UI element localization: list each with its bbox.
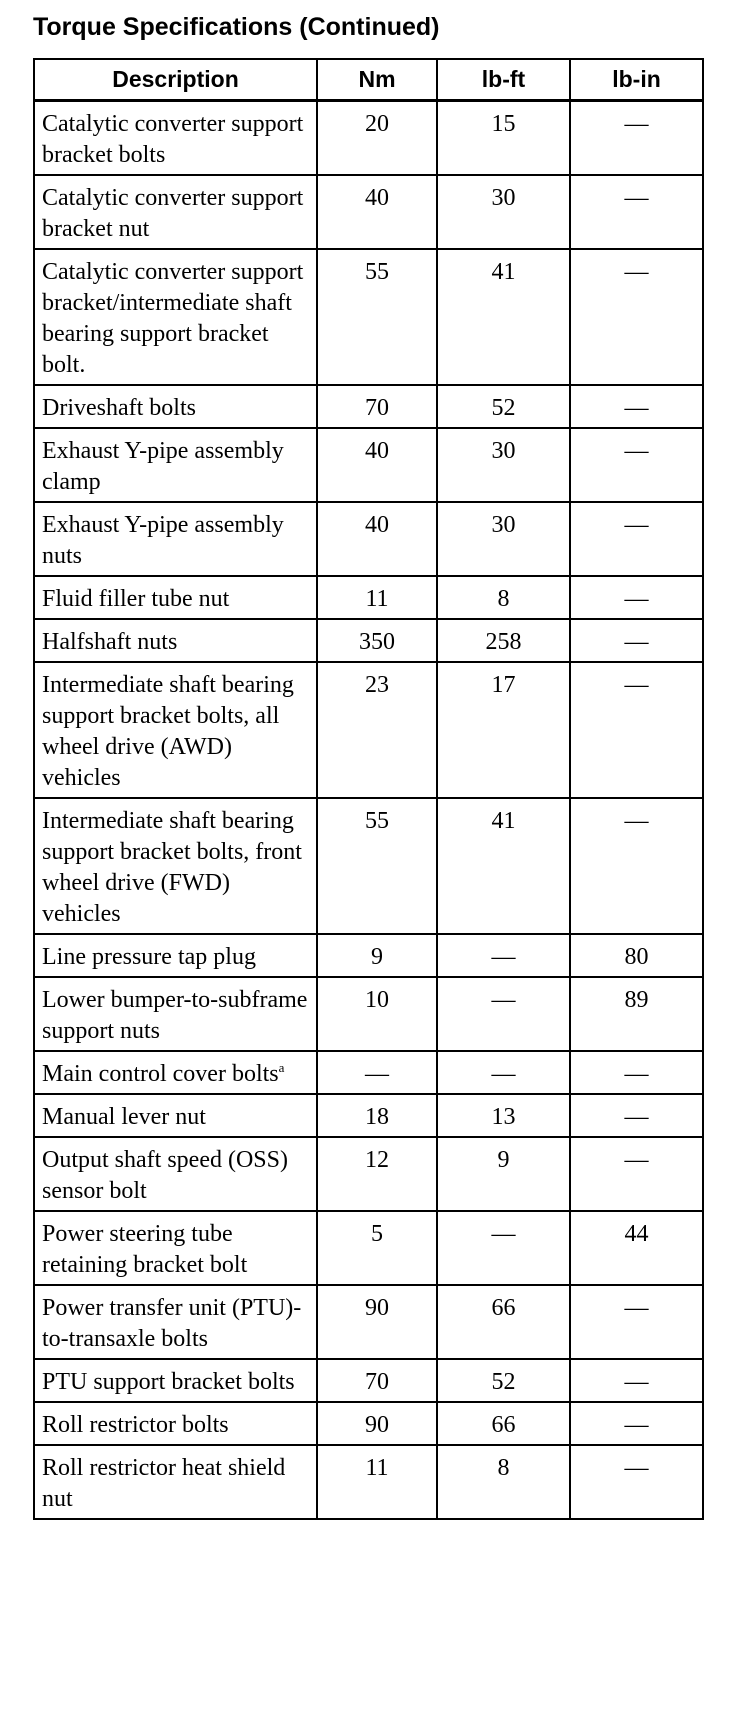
cell-nm: 11 — [317, 576, 437, 619]
cell-nm: 70 — [317, 1359, 437, 1402]
cell-lb-in: — — [570, 798, 703, 934]
cell-lb-in: — — [570, 249, 703, 385]
cell-lb-ft: 30 — [437, 175, 570, 249]
description-text: Intermediate shaft bearing support bracket bolts, front wheel drive (FWD) vehicles — [42, 808, 302, 927]
table-row — [34, 619, 703, 662]
cell-description — [34, 175, 317, 249]
cell-description — [34, 1359, 317, 1402]
cell-lb-in: — — [570, 428, 703, 502]
table-row — [34, 385, 703, 428]
cell-description — [34, 502, 317, 576]
cell-lb-ft: — — [437, 977, 570, 1051]
table-row — [34, 1137, 703, 1211]
cell-lb-ft: 13 — [437, 1094, 570, 1137]
description-text: Output shaft speed (OSS) sensor bolt — [42, 1147, 288, 1204]
cell-lb-ft: 41 — [437, 249, 570, 385]
table-row — [34, 502, 703, 576]
description-text: Catalytic converter support bracket/intermediate shaft bearing support bracket bolt. — [42, 259, 304, 378]
cell-lb-in: — — [570, 1359, 703, 1402]
table-row — [34, 249, 703, 385]
cell-description — [34, 662, 317, 798]
description-text: Driveshaft bolts — [42, 395, 196, 421]
description-text: PTU support bracket bolts — [42, 1369, 295, 1395]
cell-description — [34, 101, 317, 176]
description-text: Lower bumper-to-subframe support nuts — [42, 987, 308, 1044]
cell-lb-in: — — [570, 1051, 703, 1094]
cell-nm: 40 — [317, 175, 437, 249]
description-text: Power transfer unit (PTU)-to-transaxle bolts — [42, 1295, 302, 1352]
description-text: Halfshaft nuts — [42, 629, 178, 655]
cell-description — [34, 576, 317, 619]
table-row — [34, 1285, 703, 1359]
cell-lb-ft: 30 — [437, 428, 570, 502]
cell-nm: 12 — [317, 1137, 437, 1211]
description-text: Intermediate shaft bearing support bracket bolts, all wheel drive (AWD) vehicles — [42, 672, 294, 791]
description-text: Manual lever nut — [42, 1104, 206, 1130]
description-text: Catalytic converter support bracket bolts — [42, 111, 304, 168]
cell-lb-ft: 52 — [437, 385, 570, 428]
cell-nm: 70 — [317, 385, 437, 428]
column-header-lb-in: lb-in — [570, 59, 703, 101]
cell-lb-in: — — [570, 1285, 703, 1359]
cell-lb-ft: 52 — [437, 1359, 570, 1402]
cell-lb-ft: 17 — [437, 662, 570, 798]
column-header-description: Description — [34, 59, 317, 101]
cell-lb-in: — — [570, 619, 703, 662]
cell-lb-in: — — [570, 576, 703, 619]
cell-nm: 350 — [317, 619, 437, 662]
cell-nm: — — [317, 1051, 437, 1094]
cell-lb-ft: 258 — [437, 619, 570, 662]
cell-nm: 11 — [317, 1445, 437, 1519]
table-row — [34, 1051, 703, 1094]
table-row — [34, 1402, 703, 1445]
description-text: Exhaust Y-pipe assembly nuts — [42, 512, 284, 569]
cell-lb-ft: — — [437, 1211, 570, 1285]
table-row — [34, 1445, 703, 1519]
cell-description — [34, 428, 317, 502]
cell-lb-ft: 30 — [437, 502, 570, 576]
cell-description — [34, 1094, 317, 1137]
cell-description — [34, 977, 317, 1051]
description-text: Exhaust Y-pipe assembly clamp — [42, 438, 284, 495]
cell-nm: 40 — [317, 428, 437, 502]
cell-lb-ft: 66 — [437, 1402, 570, 1445]
cell-nm: 55 — [317, 249, 437, 385]
cell-lb-ft: 8 — [437, 576, 570, 619]
table-row — [34, 1211, 703, 1285]
cell-lb-in: — — [570, 385, 703, 428]
description-text: Main control cover bolts — [42, 1061, 279, 1087]
cell-nm: 5 — [317, 1211, 437, 1285]
cell-nm: 20 — [317, 101, 437, 176]
column-header-lb-ft: lb-ft — [437, 59, 570, 101]
torque-spec-table — [33, 58, 704, 1520]
cell-lb-in: 44 — [570, 1211, 703, 1285]
description-text: Roll restrictor heat shield nut — [42, 1455, 286, 1512]
cell-nm: 10 — [317, 977, 437, 1051]
cell-description — [34, 249, 317, 385]
cell-lb-in: 89 — [570, 977, 703, 1051]
cell-nm: 90 — [317, 1402, 437, 1445]
table-row — [34, 101, 703, 176]
table-row — [34, 576, 703, 619]
cell-nm: 9 — [317, 934, 437, 977]
footnote-marker: a — [278, 1060, 285, 1075]
description-text: Roll restrictor bolts — [42, 1412, 229, 1438]
cell-lb-in: — — [570, 1137, 703, 1211]
cell-lb-ft: 9 — [437, 1137, 570, 1211]
column-header-nm: Nm — [317, 59, 437, 101]
table-body — [34, 101, 703, 1520]
table-header-row — [34, 59, 703, 101]
cell-lb-in: — — [570, 1445, 703, 1519]
cell-nm: 23 — [317, 662, 437, 798]
table-row — [34, 175, 703, 249]
cell-description — [34, 1285, 317, 1359]
cell-nm: 18 — [317, 1094, 437, 1137]
cell-lb-in: 80 — [570, 934, 703, 977]
cell-lb-in: — — [570, 1094, 703, 1137]
cell-description — [34, 934, 317, 977]
cell-nm: 55 — [317, 798, 437, 934]
cell-description — [34, 1051, 317, 1094]
cell-lb-in: — — [570, 662, 703, 798]
table-row — [34, 934, 703, 977]
cell-nm: 40 — [317, 502, 437, 576]
cell-description — [34, 1445, 317, 1519]
cell-lb-in: — — [570, 101, 703, 176]
description-text: Power steering tube retaining bracket bolt — [42, 1221, 248, 1278]
cell-lb-ft: 8 — [437, 1445, 570, 1519]
cell-description — [34, 1402, 317, 1445]
cell-description — [34, 1137, 317, 1211]
description-text: Catalytic converter support bracket nut — [42, 185, 304, 242]
cell-lb-in: — — [570, 1402, 703, 1445]
cell-lb-ft: — — [437, 934, 570, 977]
table-row — [34, 662, 703, 798]
cell-description — [34, 1211, 317, 1285]
cell-lb-ft: 66 — [437, 1285, 570, 1359]
cell-description — [34, 798, 317, 934]
table-row — [34, 428, 703, 502]
cell-nm: 90 — [317, 1285, 437, 1359]
cell-lb-ft: 15 — [437, 101, 570, 176]
description-text: Fluid filler tube nut — [42, 586, 230, 612]
cell-description — [34, 385, 317, 428]
cell-description — [34, 619, 317, 662]
page-title: Torque Specifications (Continued) — [33, 13, 440, 41]
table-row — [34, 1094, 703, 1137]
cell-lb-ft: — — [437, 1051, 570, 1094]
table-row — [34, 798, 703, 934]
table-row — [34, 1359, 703, 1402]
cell-lb-in: — — [570, 502, 703, 576]
cell-lb-in: — — [570, 175, 703, 249]
cell-lb-ft: 41 — [437, 798, 570, 934]
description-text: Line pressure tap plug — [42, 944, 256, 970]
table-row — [34, 977, 703, 1051]
